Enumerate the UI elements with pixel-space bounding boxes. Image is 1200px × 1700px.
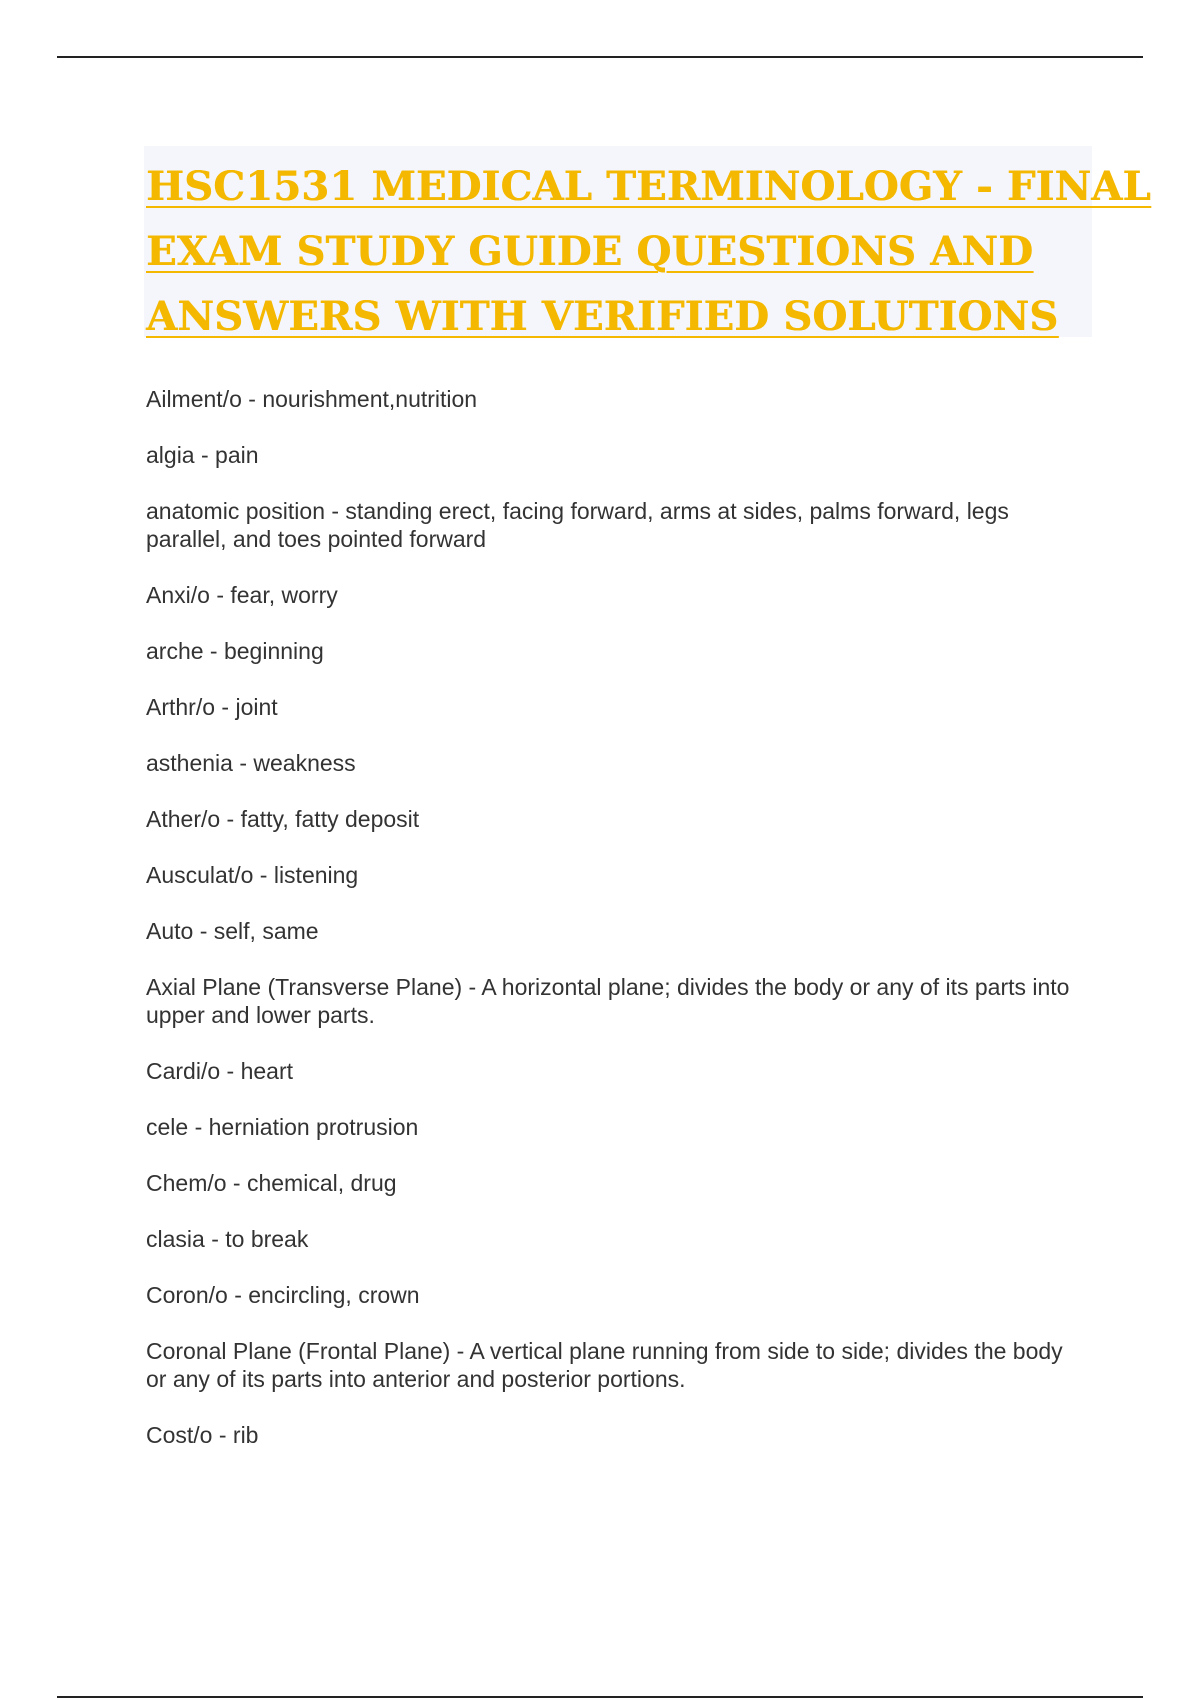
term-entry: Cost/o - rib — [146, 1422, 259, 1448]
term-entry: Ather/o - fatty, fatty deposit — [146, 806, 420, 832]
term-entry: Coronal Plane (Frontal Plane) - A vertical plane running from side to side; divides the body or any of its parts into anterior and posterior portions. — [146, 1338, 1063, 1392]
term-entry: Cardi/o - heart — [146, 1058, 294, 1084]
term-entry: asthenia - weakness — [146, 750, 356, 776]
term-entry: Ailment/o - nourishment,nutrition — [146, 386, 478, 412]
term-entry: Chem/o - chemical, drug — [146, 1170, 397, 1196]
term-entry: Axial Plane (Transverse Plane) - A horizontal plane; divides the body or any of its parts into upper and lower parts. — [146, 974, 1070, 1028]
term-entry: Anxi/o - fear, worry — [146, 582, 338, 608]
term-entry: Ausculat/o - listening — [146, 862, 359, 888]
document-title — [144, 146, 1151, 349]
title-line-3: ANSWERS WITH VERIFIED SOLUTIONS — [146, 293, 1059, 340]
term-entry: Auto - self, same — [146, 918, 319, 944]
term-entry: clasia - to break — [146, 1226, 309, 1252]
term-list — [146, 385, 1086, 1477]
top-rule — [57, 56, 1143, 58]
term-entry: Arthr/o - joint — [146, 694, 278, 720]
term-entry: Coron/o - encircling, crown — [146, 1282, 420, 1308]
term-entry: anatomic position - standing erect, facing forward, arms at sides, palms forward, legs parallel, and toes pointed forward — [146, 498, 1009, 552]
term-entry: arche - beginning — [146, 638, 324, 664]
bottom-rule — [57, 1696, 1143, 1698]
term-entry: cele - herniation protrusion — [146, 1114, 419, 1140]
title-line-2: EXAM STUDY GUIDE QUESTIONS AND — [146, 228, 1033, 275]
title-line-1: HSC1531 MEDICAL TERMINOLOGY - FINAL — [146, 163, 1151, 210]
term-entry: algia - pain — [146, 442, 259, 468]
title-box — [144, 146, 1151, 340]
